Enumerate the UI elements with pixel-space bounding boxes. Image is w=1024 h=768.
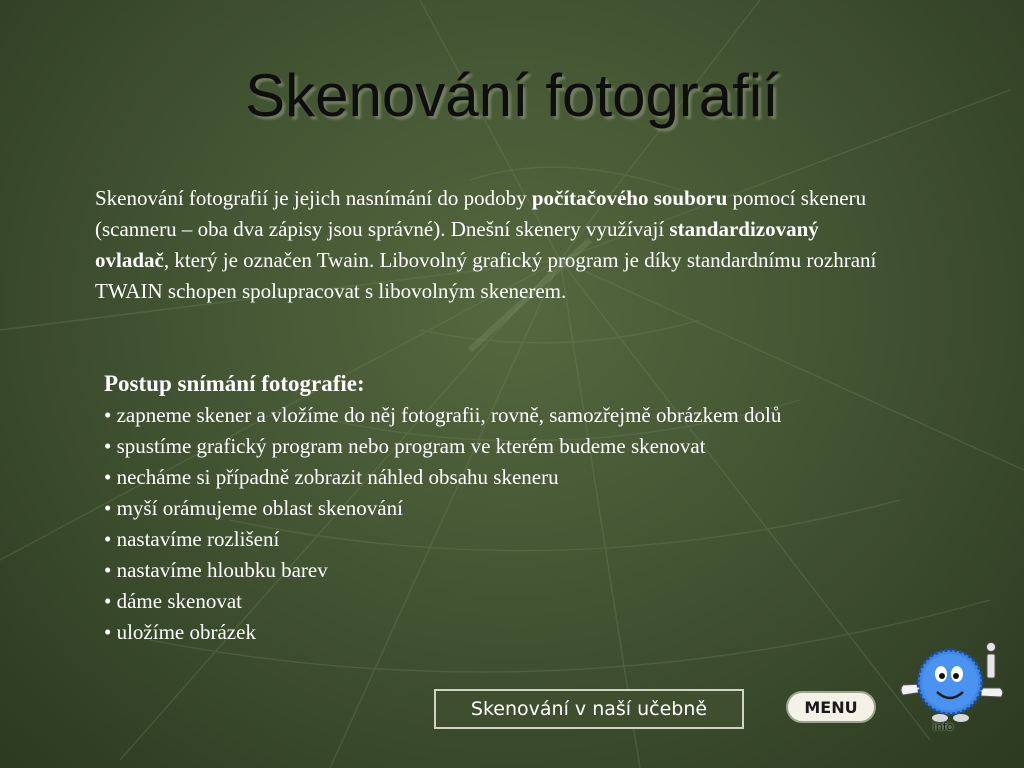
steps-list (104, 400, 904, 648)
list-item: • nastavíme rozlišení (104, 527, 280, 551)
intro-text-2: pomocí skeneru (scanneru – oba dva zápisy jsou správné). Dnešní skenery využívají (95, 186, 867, 241)
list-item: • spustíme grafický program nebo program ve kterém budeme skenovat (104, 434, 706, 458)
intro-paragraph (95, 183, 895, 307)
list-item: • nastavíme hloubku barev (104, 558, 328, 582)
intro-bold-driver: standardizovaný ovladač (95, 217, 819, 272)
scan-classroom-button[interactable]: Skenování v naší učebně (434, 689, 744, 729)
slide-title: Skenování fotografií (245, 62, 779, 129)
steps-heading: Postup snímání fotografie: (104, 371, 365, 396)
intro-text-3: , který je označen Twain. Libovolný grafický program je díky standardnímu rozhraní TWAIN schopen spolupracovat s libovolným skenerem. (95, 248, 877, 303)
info-label: info (932, 720, 954, 733)
list-item: • uložíme obrázek (104, 620, 256, 644)
list-item: • myší orámujeme oblast skenování (104, 496, 403, 520)
list-item: • dáme skenovat (104, 589, 242, 613)
menu-button[interactable]: MENU (786, 691, 876, 723)
list-item: • zapneme skener a vložíme do něj fotografii, rovně, samozřejmě obrázkem dolů (104, 403, 782, 427)
intro-text-1: Skenování fotografií je jejich nasnímání do podoby (95, 186, 532, 210)
intro-bold-computer-file: počítačového souboru (531, 186, 728, 210)
list-item: • necháme si případně zobrazit náhled obsahu skeneru (104, 465, 559, 489)
